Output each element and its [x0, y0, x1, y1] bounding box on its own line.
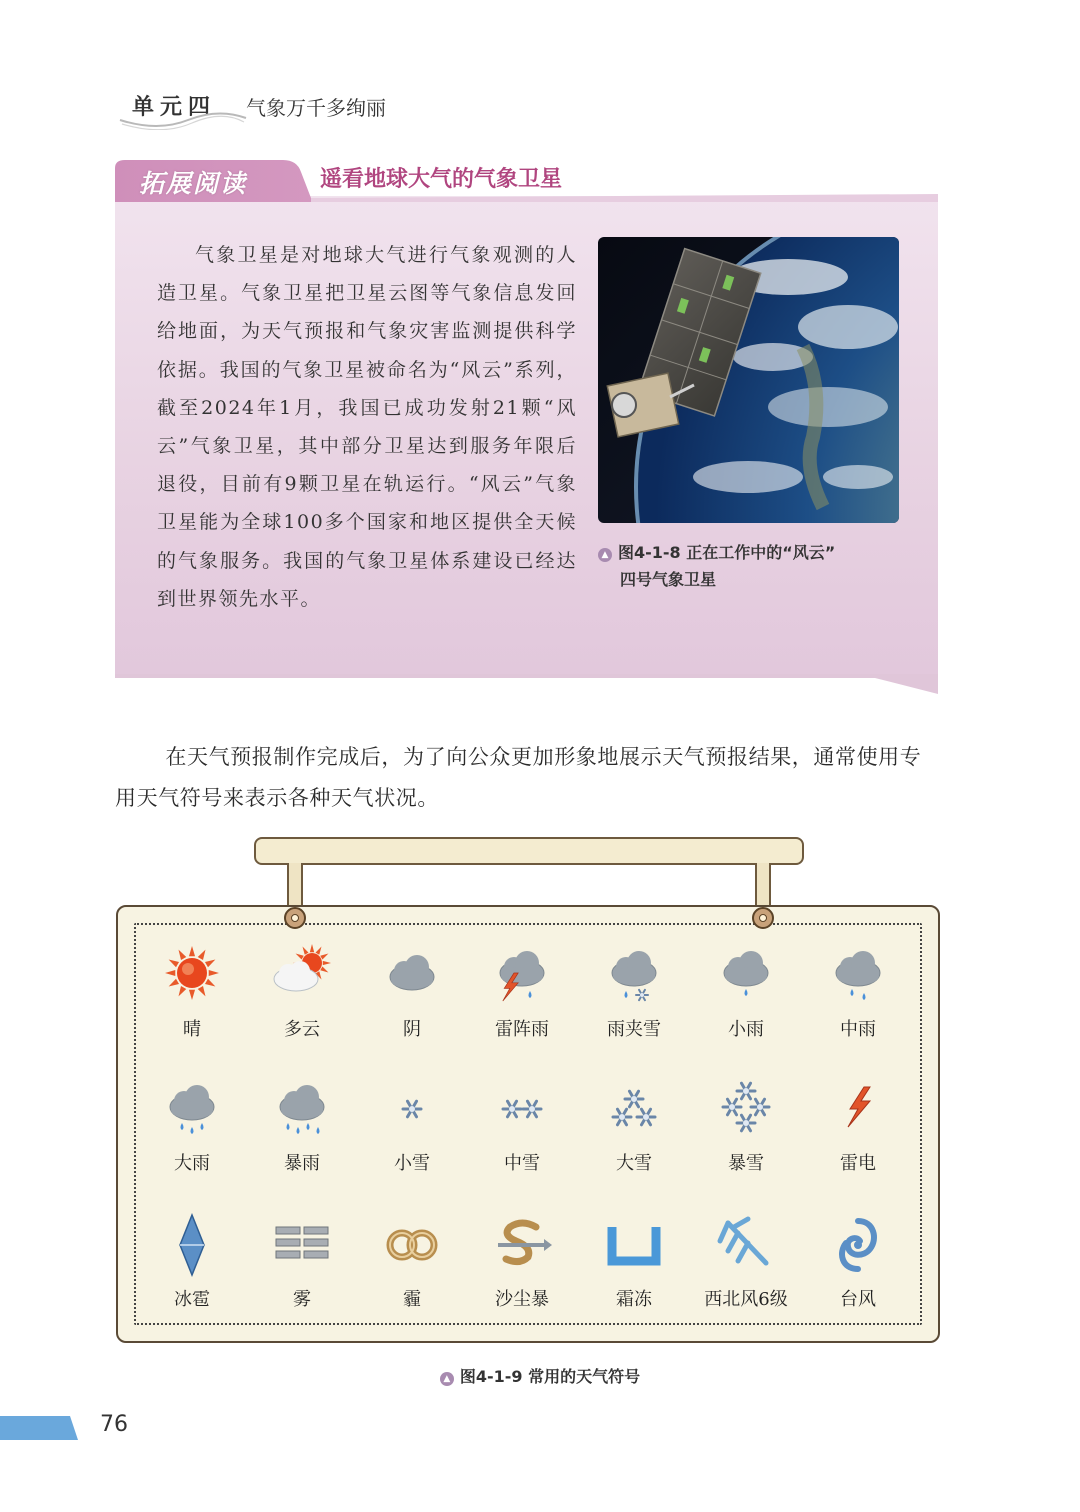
page-number: 76: [100, 1412, 128, 1437]
satellite-photo: [598, 237, 899, 523]
weather-symbol-label: 暴雨: [284, 1153, 320, 1174]
weather-symbol-item: [136, 943, 248, 1053]
haze-icon: [380, 1213, 444, 1277]
reading-bottom-flap: [115, 666, 938, 694]
weather-symbol-label: 小雨: [728, 1019, 764, 1040]
light-snow-icon: [380, 1077, 444, 1141]
weather-symbol-label: 小雪: [394, 1153, 430, 1174]
figure-caption-text: 图4-1-9 常用的天气符号: [459, 1367, 641, 1386]
reading-paragraph: 气象卫星是对地球大气进行气象观测的人造卫星。气象卫星把卫星云图等气象信息发回给地面，为天气预报和气象灾害监测提供科学依据。我国的气象卫星被命名为“风云”系列，截至2024年1月，我国已成功发射21颗“风云”气象卫星，其中部分卫星达到服务年限后退役，目前有9颗卫星在轨运行。“风云”气象卫星能为全球100多个国家和地区提供全天候的气象服务。我国的气象卫星体系建设已经达到世界领先水平。: [157, 244, 577, 610]
weather-symbol-label: 大雪: [616, 1153, 652, 1174]
fengyun-satellite-image: [598, 237, 899, 523]
fog-icon: [270, 1213, 334, 1277]
weather-symbol-item: [802, 1077, 914, 1187]
board-post-left: [287, 863, 303, 907]
weather-symbol-item: [356, 943, 468, 1053]
weather-symbol-item: [466, 943, 578, 1053]
weather-symbol-label: 雾: [293, 1289, 311, 1310]
moderate-rain-icon: [826, 943, 890, 1007]
reading-title: 遥看地球大气的气象卫星: [320, 167, 563, 192]
board-ring-right-icon: [752, 907, 774, 929]
figure-caption-weather-symbols: [0, 1364, 1080, 1387]
weather-symbol-label: 雨夹雪: [607, 1019, 661, 1040]
weather-symbol-label: 阴: [403, 1019, 421, 1040]
partly-cloudy-icon: [270, 943, 334, 1007]
weather-symbol-item: [136, 1213, 248, 1323]
weather-symbol-board: [116, 835, 940, 1345]
weather-symbol-label: 中雪: [504, 1153, 540, 1174]
weather-symbol-label: 沙尘暴: [495, 1289, 549, 1310]
weather-symbol-item: [246, 1213, 358, 1323]
weather-symbol-label: 中雨: [840, 1019, 876, 1040]
weather-symbol-label: 晴: [183, 1019, 201, 1040]
swoosh-decoration-icon: [118, 110, 248, 130]
weather-symbol-item: [246, 1077, 358, 1187]
figure-marker-icon: ▲: [598, 548, 612, 562]
weather-symbol-item: [356, 1213, 468, 1323]
board-hanging-bar: [254, 837, 804, 865]
rainstorm-icon: [270, 1077, 334, 1141]
blizzard-icon: [714, 1077, 778, 1141]
unit-label: 单元四: [132, 95, 217, 120]
heavy-snow-icon: [602, 1077, 666, 1141]
weather-symbol-item: [578, 1077, 690, 1187]
hail-icon: [160, 1213, 224, 1277]
weather-symbol-item: [356, 1077, 468, 1187]
weather-symbol-item: [136, 1077, 248, 1187]
light-rain-icon: [714, 943, 778, 1007]
overcast-icon: [380, 943, 444, 1007]
page-tab-decoration: [0, 1416, 78, 1440]
weather-symbol-label: 雷阵雨: [495, 1019, 549, 1040]
weather-symbol-label: 霾: [403, 1289, 421, 1310]
lightning-icon: [826, 1077, 890, 1141]
sandstorm-icon: [490, 1213, 554, 1277]
heavy-rain-icon: [160, 1077, 224, 1141]
figure-caption-line2: 四号气象卫星: [620, 570, 717, 589]
weather-symbol-item: [690, 943, 802, 1053]
frost-icon: [602, 1213, 666, 1277]
figure-marker-icon: ▲: [440, 1372, 454, 1386]
weather-symbol-label: 西北风6级: [704, 1289, 788, 1310]
figure-caption-line1: 图4-1-8 正在工作中的“风云”: [618, 543, 836, 562]
body-paragraph: 在天气预报制作完成后，为了向公众更加形象地展示天气预报结果，通常使用专用天气符号来表示各种天气状况。: [115, 745, 922, 810]
sun-icon: [160, 943, 224, 1007]
weather-symbol-item: [578, 943, 690, 1053]
board-ring-left-icon: [284, 907, 306, 929]
weather-symbol-item: [466, 1077, 578, 1187]
weather-symbol-item: [466, 1213, 578, 1323]
thunder-shower-icon: [490, 943, 554, 1007]
weather-symbol-label: 冰雹: [174, 1289, 210, 1310]
weather-symbol-item: [690, 1213, 802, 1323]
extended-reading-box: [115, 158, 938, 694]
weather-symbol-label: 台风: [840, 1289, 876, 1310]
weather-symbol-label: 大雨: [174, 1153, 210, 1174]
unit-header: [118, 84, 438, 134]
moderate-snow-icon: [490, 1077, 554, 1141]
weather-symbol-label: 雷电: [840, 1153, 876, 1174]
weather-symbol-item: [690, 1077, 802, 1187]
weather-symbol-label: 霜冻: [616, 1289, 652, 1310]
board-post-right: [755, 863, 771, 907]
unit-title: 气象万千多绚丽: [246, 96, 386, 120]
weather-symbol-label: 暴雪: [728, 1153, 764, 1174]
figure-caption-satellite: [598, 539, 918, 593]
weather-symbol-item: [578, 1213, 690, 1323]
sleet-icon: [602, 943, 666, 1007]
reading-tab-label: 拓展阅读: [139, 169, 248, 198]
weather-symbol-item: [802, 1213, 914, 1323]
weather-symbol-label: 多云: [284, 1019, 320, 1040]
northwest-wind-icon: [714, 1213, 778, 1277]
weather-symbol-item: [246, 943, 358, 1053]
weather-symbol-item: [802, 943, 914, 1053]
typhoon-icon: [826, 1213, 890, 1277]
